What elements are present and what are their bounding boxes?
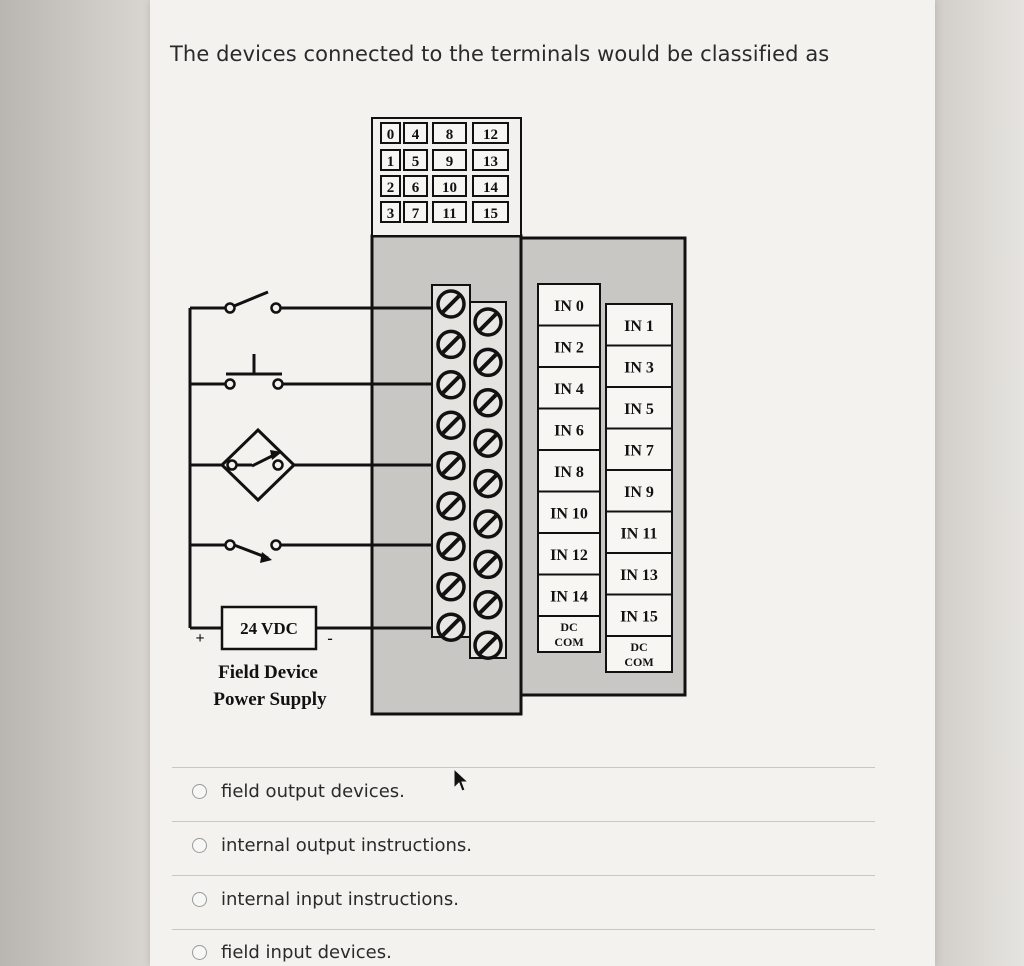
dc-com-label: DC — [630, 640, 648, 654]
power-supply-caption-2: Power Supply — [213, 689, 327, 710]
indicator-cell — [473, 176, 508, 196]
terminal-screw — [438, 291, 464, 317]
indicator-number: 12 — [483, 127, 498, 143]
input-label: IN 7 — [624, 442, 654, 460]
indicator-number: 0 — [386, 127, 395, 143]
input-label: IN 9 — [624, 483, 654, 501]
option-field-input-devices[interactable] — [192, 942, 392, 963]
indicator-cell — [473, 150, 508, 170]
input-label: IN 3 — [624, 359, 654, 377]
terminal-screw — [438, 372, 464, 398]
input-label: IN 15 — [620, 608, 658, 626]
dc-com-label: DC — [560, 620, 578, 634]
indicator-number: 4 — [411, 127, 420, 143]
input-label: IN 4 — [554, 380, 584, 398]
indicator-number: 9 — [445, 154, 454, 170]
input-label: IN 13 — [620, 566, 658, 584]
input-label: IN 12 — [550, 546, 588, 564]
option-label: internal input instructions. — [221, 889, 459, 910]
indicator-number: 3 — [386, 206, 395, 222]
power-supply-caption-1: Field Device — [218, 662, 318, 683]
input-label: IN 6 — [554, 422, 584, 440]
radio-button-icon[interactable] — [192, 892, 207, 907]
terminal-screw — [438, 493, 464, 519]
indicator-cell — [473, 123, 508, 143]
terminal-screw — [475, 511, 501, 537]
indicator-number: 5 — [411, 154, 420, 170]
indicator-number: 8 — [445, 127, 454, 143]
label-table-right — [606, 304, 672, 672]
indicator-cell — [473, 202, 508, 222]
indicator-number: 10 — [442, 180, 457, 196]
indicator-number: 14 — [483, 180, 498, 196]
terminal-screw — [475, 390, 501, 416]
dc-com-label: COM — [624, 655, 654, 669]
power-supply-voltage: 24 VDC — [240, 619, 298, 638]
label-table-left — [538, 284, 600, 652]
divider — [172, 821, 875, 822]
radio-button-icon[interactable] — [192, 945, 207, 960]
power-supply-minus: - — [327, 630, 333, 647]
option-internal-output-instructions[interactable] — [192, 835, 472, 856]
switch-arrow-icon — [260, 552, 272, 563]
input-label: IN 0 — [554, 297, 584, 315]
indicator-cell — [433, 202, 466, 222]
indicator-number: 7 — [411, 206, 420, 222]
indicator-number: 6 — [411, 180, 420, 196]
indicator-cell — [433, 176, 466, 196]
terminal-screw — [438, 453, 464, 479]
terminal-screw — [475, 551, 501, 577]
input-label: IN 11 — [620, 525, 658, 543]
divider — [172, 767, 875, 768]
terminal-screw — [475, 430, 501, 456]
input-label: IN 8 — [554, 463, 584, 481]
terminal-screw — [475, 349, 501, 375]
input-label: IN 10 — [550, 505, 588, 523]
indicator-cell — [433, 123, 466, 143]
option-label: field output devices. — [221, 781, 405, 802]
indicator-number: 15 — [483, 206, 498, 222]
indicator-cell — [381, 150, 400, 170]
terminal-screw — [438, 412, 464, 438]
divider — [172, 929, 875, 930]
mouse-pointer-icon — [452, 768, 470, 794]
indicator-cell — [381, 176, 400, 196]
terminal-screw — [438, 533, 464, 559]
terminal-screw — [438, 331, 464, 357]
terminal-screw — [475, 471, 501, 497]
radio-button-icon[interactable] — [192, 784, 207, 799]
option-field-output-devices[interactable] — [192, 781, 405, 802]
dc-com-label: COM — [554, 635, 584, 649]
option-label: internal output instructions. — [221, 835, 473, 856]
input-label: IN 2 — [554, 339, 584, 357]
indicator-number: 1 — [386, 154, 395, 170]
question-text: The devices connected to the terminals would be classified as — [170, 42, 830, 66]
option-label: field input devices. — [221, 942, 392, 963]
input-label: IN 14 — [550, 588, 588, 606]
terminal-screw — [438, 574, 464, 600]
indicator-cell — [433, 150, 466, 170]
indicator-number: 2 — [386, 180, 395, 196]
indicator-cell — [404, 202, 427, 222]
input-label: IN 5 — [624, 400, 654, 418]
input-label: IN 1 — [624, 317, 654, 335]
indicator-cell — [404, 176, 427, 196]
power-supply-plus: + — [195, 630, 205, 647]
terminal-screw — [475, 309, 501, 335]
indicator-number: 11 — [442, 206, 457, 222]
terminal-screw — [438, 614, 464, 640]
indicator-cell — [381, 202, 400, 222]
radio-button-icon[interactable] — [192, 838, 207, 853]
indicator-number: 13 — [483, 154, 498, 170]
terminal-screw — [475, 592, 501, 618]
switch-contacts — [226, 304, 283, 550]
option-internal-input-instructions[interactable] — [192, 889, 459, 910]
terminal-screw — [475, 632, 501, 658]
indicator-cell — [404, 150, 427, 170]
divider — [172, 875, 875, 876]
indicator-cell — [404, 123, 427, 143]
indicator-cell — [381, 123, 400, 143]
